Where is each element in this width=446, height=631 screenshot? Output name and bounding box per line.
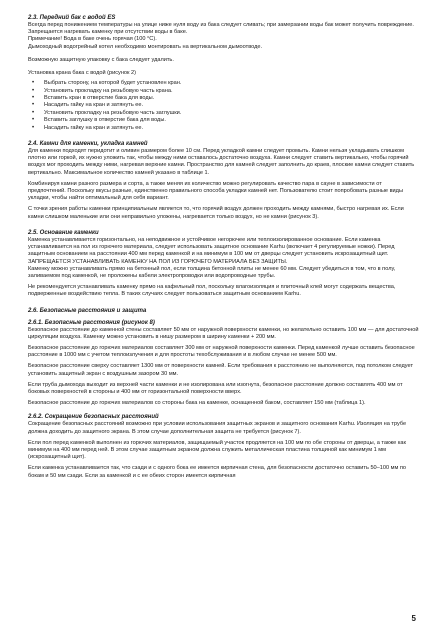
paragraph: Дымоходный водогрейный котел необходимо монтировать на вертикальном дымоотводе. bbox=[28, 43, 263, 50]
paragraph: Примечание! Вода в баке очень горячая (100 °C). bbox=[28, 36, 157, 43]
list-item: • Насадить гайку на кран и затянуть ее. bbox=[28, 125, 420, 132]
document-page bbox=[28, 14, 420, 480]
paragraph: Каменку можно устанавливать прямо на бетонный пол, если толщина бетонной плиты не менее 60 мм. Следует убедиться в том, что в полу, заливаемом под каменкой, не проложены кабели электропроводки или водопроводные трубы. bbox=[28, 265, 396, 279]
subheading-2-6-2: 2.6.2. Сокращение безопасных расстояний bbox=[28, 414, 159, 421]
paragraph: Безопасное расстояние до горючих материалов составляет 300 мм от наружной поверхности каменки. Перед каменкой лучше оставить безопасное расстояние в 1000 мм с учетом теплоизлучения и для простоты техобслуживания и в любом случае не менее 500 мм. bbox=[28, 344, 415, 359]
heading-2-5: 2.5. Основание каменки bbox=[28, 229, 99, 236]
paragraph: Возможную защитную упаковку с бака следует удалить. bbox=[28, 56, 174, 63]
paragraph: Не рекомендуется устанавливать каменку прямо на кафельный пол, поскольку влагоизоляция и плиточный клей могут содержать вещества, подверженные воздействию тепла. В таких случаях следует пользоваться защитным основанием Karhu. bbox=[28, 284, 396, 298]
page-number: 5 bbox=[411, 614, 416, 623]
list-item: • Выбрать сторону, на которой будет установлен кран. bbox=[28, 80, 420, 87]
subheading-2-6-1: 2.6.1. Безопасные расстояния (рисунок 8) bbox=[28, 319, 155, 326]
list-item: • Вставить кран в отверстие бака для воды. bbox=[28, 95, 420, 102]
install-title: Установка крана бака с водой (рисунок 2) bbox=[28, 70, 137, 77]
paragraph: Для каменки подходят перидотит и оливин размером более 10 см. Перед укладкой камни следует промыть. Камни нельзя укладывать слишком плотно или горкой, их нужно уложить так, чтобы между ними оставалось достаточно воздуха. Камни следует ставить вертикально, чтобы горячий воздух мог проходить между ними, нагревая верхние камни. Пространство для камней следует заполнить до краев, плоские камни следует ставить вертикально. Максимальное количество камней указано в таблице 1. bbox=[28, 148, 415, 176]
list-item: • Вставить заглушку в отверстие бака для воды. bbox=[28, 117, 420, 124]
paragraph: Если каменка устанавливается так, что сзади и с одного бока ее имеется кирпичная стена, для безопасности достаточно оставить 50–100 мм по бокам и 50 мм сзади. Если за каменкой и с ее обеих сторон имеется кирпичная bbox=[28, 465, 407, 479]
paragraph: Безопасное расстояние до каменной стены составляет 50 мм от наружной поверхности каменки, но желательно оставить 100 мм — для достаточной циркуляции воздуха. Каменку можно установить в нишу размером в ширину каменки + 200 мм. bbox=[28, 326, 419, 340]
heading-2-6: 2.6. Безопасные расстояния и защита bbox=[28, 307, 147, 314]
paragraph: Если пол перед каменкой выполнен из горючих материалов, защищаемый участок продляется на 100 мм по обе стороны от дверцы, а также как минимум на 400 мм перед ней. В этом случае защитным экраном должна служить металлическая пластина толщиной как минимум 1 мм (искрозащитный щит). bbox=[28, 439, 406, 461]
paragraph: С точки зрения работы каменки принципиальным является то, что горячий воздух должен проходить между камнями, быстро нагревая их. Если камни слишком маленькие или они неправильно уложены, нагревается только воздух, но не камни (рисунок 3). bbox=[28, 206, 404, 220]
list-item: • Насадить гайку на кран и затянуть ее. bbox=[28, 102, 420, 109]
paragraph: Комбинируя камни разного размера и сорта, а также меняя их количество можно регулировать качество пара в сауне в зависимости от предпочтений. Поскольку вкусы разные, единственно правильного способа укладки камней нет. Пользователю стоит попробовать разные виды укладки, чтобы найти оптимальный для себя вариант. bbox=[28, 180, 403, 202]
paragraph: Запрещается нагревать каменку при отсутствии воды в баке. bbox=[28, 29, 188, 36]
paragraph: Безопасное расстояние сверху составляет 1300 мм от поверхности камней. Если требования к расстоянию не выполняются, под потолком следует установить защитный экран с воздушным зазором 30 мм. bbox=[28, 363, 414, 377]
paragraph: Всегда перед понижением температуры на улице ниже нуля воду из бака следует сливать; при замерзании воды бак может получить повреждение. bbox=[28, 22, 414, 28]
list-item: • Установить прокладку на резьбовую часть крана. bbox=[28, 88, 420, 95]
paragraph: Безопасное расстояние до горючих материалов со стороны бака на каменке, оснащенной баком, составляет 150 мм (таблица 1). bbox=[28, 400, 366, 407]
list-item: • Установить прокладку на резьбовую часть заглушки. bbox=[28, 110, 420, 117]
paragraph: Каменка устанавливается горизонтально, на неподвижное и устойчивое негорючее или теплоизолированное основание. Если каменка устанавливается на пол из горючего материала, следует использовать защитное основание Karhu (включает 4 регулируемые ножки). Перед защитным основанием на расстоянии 400 мм перед каменкой и на минимум в 100 мм от дверцы следует установить искрозащитный щит. ЗАПРЕЩАЕТСЯ УСТАНАВЛИВАТЬ КАМЕНКУ НА ПОЛ ИЗ ГОРЮЧЕГО МАТЕРИАЛА БЕЗ ЗАЩИТЫ. bbox=[28, 236, 395, 265]
heading-2-3: 2.3. Передний бак с водой ES bbox=[28, 15, 116, 21]
heading-2-4: 2.4. Камни для каменки, укладка камней bbox=[28, 141, 148, 148]
install-steps-list bbox=[28, 80, 420, 132]
paragraph: Сокращение безопасных расстояний возможно при условии использования защитных экранов и защитного основания Karhu. Изоляция на трубе должна доходить до защитного экрана. В этом случае дополнительная защита не требуется (рисунок 7). bbox=[28, 421, 407, 435]
paragraph: Если труба дымохода выходит из верхней части каменки и не изолирована или изогнута, безопасное расстояние должно составлять 400 мм от боковых поверхностей в стороны и 400 мм от горизонтальной поверхности вверх. bbox=[28, 381, 403, 395]
